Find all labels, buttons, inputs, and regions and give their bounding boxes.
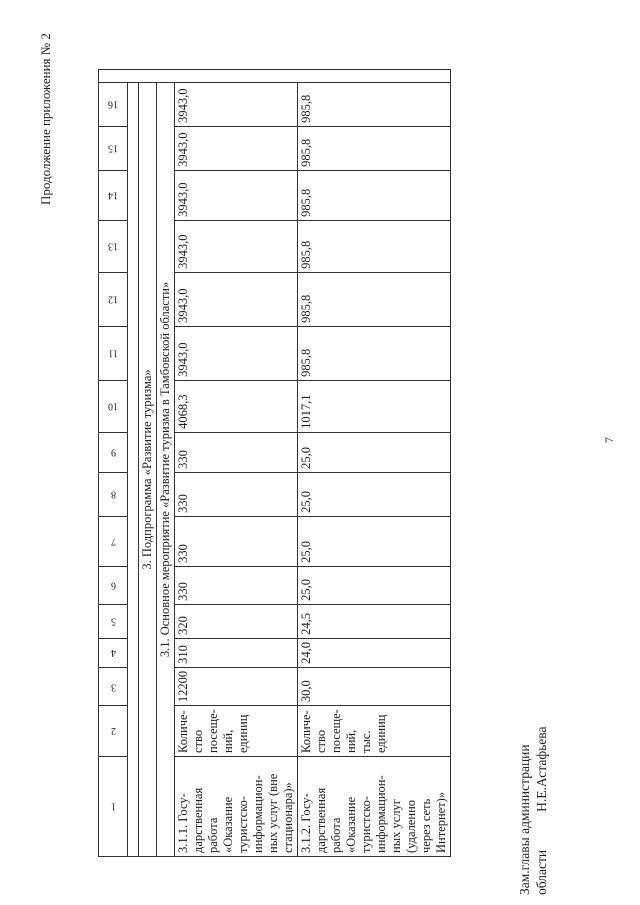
column-number: 2: [99, 706, 128, 757]
value-cell: 24,5: [298, 604, 451, 638]
row-name-line: ных услуг (вне: [266, 773, 280, 853]
column-number: 10: [99, 380, 128, 432]
value-cell: 25,0: [298, 432, 451, 472]
row-unit-line: единиц: [236, 714, 250, 753]
appendix-caption: Продолжение приложения № 2: [38, 33, 53, 205]
spacer-row: [128, 69, 139, 856]
table-row: [175, 69, 298, 856]
value-cell: 24,0: [298, 638, 451, 667]
value-cell: 985,8: [298, 272, 451, 326]
value-cell: 330: [175, 472, 298, 516]
row-name-line: Интернет)»: [434, 791, 448, 853]
value-cell: 3943,0: [175, 272, 298, 326]
row-name-line: информацион-: [251, 775, 265, 853]
row-unit-line: ство: [191, 729, 205, 753]
value-cell: 985,8: [298, 170, 451, 220]
value-cell: 985,8: [298, 126, 451, 170]
value-cell: 3943,0: [175, 170, 298, 220]
value-cell: 3943,0: [175, 126, 298, 170]
event-title: 3.1. Основное мероприятие «Развитие туризма в Тамбовской области»: [157, 82, 175, 856]
row-name: [298, 757, 451, 857]
column-number: 6: [99, 566, 128, 604]
row-name-line: стационара)»: [281, 782, 295, 853]
column-number: 9: [99, 432, 128, 472]
column-number: 16: [99, 82, 128, 126]
value-cell: 4068,3: [175, 380, 298, 432]
row-name-line: дарственная: [191, 787, 205, 853]
row-name-line: дарственная: [314, 787, 328, 853]
column-number: 8: [99, 472, 128, 516]
value-cell: 1017,1: [298, 380, 451, 432]
row-name-line: (удаленно: [404, 799, 418, 853]
spacer-cell: [128, 82, 139, 856]
value-cell: 310: [175, 638, 298, 667]
row-unit-line: единиц: [374, 714, 388, 753]
column-number-row: [99, 69, 128, 856]
column-number: 12: [99, 272, 128, 326]
row-unit-line: посеще-: [329, 709, 343, 753]
event-row: [157, 69, 175, 856]
value-cell: 30,0: [298, 667, 451, 705]
column-number: 13: [99, 220, 128, 272]
row-name-line: работа: [329, 817, 343, 853]
value-cell: 330: [175, 516, 298, 566]
row-unit-line: Количе-: [176, 710, 190, 753]
value-cell: 985,8: [298, 82, 451, 126]
row-unit-line: ний,: [344, 729, 358, 753]
subprogram-row: [139, 69, 157, 856]
row-name-line: ных услуг: [389, 799, 403, 853]
row-name-line: туристско-: [359, 795, 373, 853]
row-unit-line: ство: [314, 729, 328, 753]
value-cell: 320: [175, 604, 298, 638]
row-unit-line: Количе-: [299, 710, 313, 753]
value-cell: 3943,0: [175, 220, 298, 272]
row-name-line: информацион-: [374, 775, 388, 853]
row-name-line: туристско-: [236, 795, 250, 853]
row-name-line: «Оказание: [221, 796, 235, 853]
column-number: 14: [99, 170, 128, 220]
row-unit: [175, 706, 298, 757]
column-number: 1: [99, 757, 128, 857]
subprogram-title: 3. Подпрограмма «Развитие туризма»: [139, 82, 157, 856]
signature-title: Зам.главы администрации: [517, 744, 532, 895]
data-table: [98, 69, 451, 857]
right-edge-column: [99, 69, 451, 82]
value-cell: 3943,0: [175, 326, 298, 380]
row-name-line: «Оказание: [344, 796, 358, 853]
column-number: 3: [99, 667, 128, 705]
value-cell: 330: [175, 566, 298, 604]
row-name-line: 3.1.1. Госу-: [176, 793, 190, 853]
row-unit: [298, 706, 451, 757]
value-cell: 3943,0: [175, 82, 298, 126]
page-number: 7: [602, 437, 616, 443]
value-cell: 25,0: [298, 516, 451, 566]
column-number: 5: [99, 604, 128, 638]
value-cell: 25,0: [298, 566, 451, 604]
column-number: 7: [99, 516, 128, 566]
column-number: 11: [99, 326, 128, 380]
row-name-line: 3.1.2. Госу-: [299, 793, 313, 853]
column-number: 15: [99, 126, 128, 170]
row-name-line: работа: [206, 817, 220, 853]
row-name: [175, 757, 298, 857]
column-number: 4: [99, 638, 128, 667]
value-cell: 330: [175, 432, 298, 472]
signature-region: области: [534, 849, 549, 895]
row-unit-line: тыс.: [359, 730, 373, 753]
row-name-line: через сеть: [419, 798, 433, 853]
row-unit-line: ний,: [221, 729, 235, 753]
value-cell: 985,8: [298, 326, 451, 380]
signature-line: [534, 727, 550, 895]
value-cell: 25,0: [298, 472, 451, 516]
value-cell: 12200: [175, 667, 298, 705]
table-row: [298, 69, 451, 856]
value-cell: 985,8: [298, 220, 451, 272]
row-unit-line: посеще-: [206, 709, 220, 753]
signature-name: Н.Е.Астафьева: [534, 726, 549, 812]
